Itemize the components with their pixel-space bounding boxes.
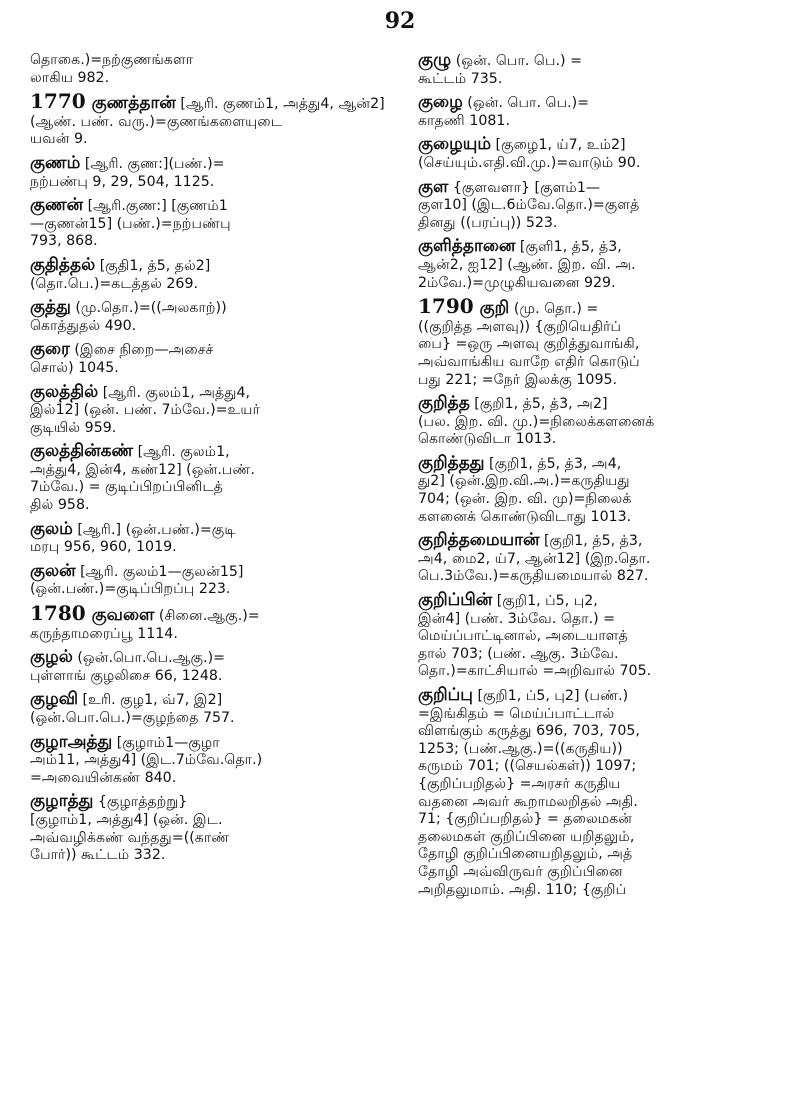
dictionary-entry xyxy=(418,238,786,292)
entry-text: இன்4] (பண். 3ம்வே. தொ.) = xyxy=(418,610,616,627)
entry-text: {குறிப்பறிதல்} =அரசர் கருதிய xyxy=(418,775,621,792)
dictionary-entry xyxy=(30,793,398,864)
entry-number: 1780 xyxy=(30,601,86,626)
entry-line xyxy=(30,341,398,360)
entry-line xyxy=(418,294,786,319)
dictionary-entry xyxy=(30,52,398,87)
entry-line xyxy=(30,197,398,216)
entry-text: தொ.)=காட்சியால் =அறிவால் 705. xyxy=(418,663,652,680)
entry-line xyxy=(30,131,398,149)
entry-line xyxy=(418,811,786,829)
dictionary-entry xyxy=(418,294,786,389)
entry-text: இல்12] (ஒன். பண். 7ம்வே.)=உயர் xyxy=(30,402,260,419)
entry-line xyxy=(30,233,398,251)
entry-text: [ஆரி. குண:](பண்.)= xyxy=(84,155,225,172)
entry-text: குடியில் 959. xyxy=(30,419,117,436)
entry-text: [ஆரி. குலம்1, அத்து4, xyxy=(102,384,251,401)
entry-line xyxy=(418,257,786,275)
entry-text: [ஆரி.] (ஒன்.பண்.)=குடி xyxy=(77,521,236,538)
entry-line xyxy=(30,152,398,174)
dictionary-entry xyxy=(30,254,398,293)
entry-text: அம்11, அத்து4] (இட.7ம்வே.தொ.) xyxy=(30,752,263,769)
headword: குறித்தது xyxy=(418,452,485,473)
headword: குறித்தமையான் xyxy=(418,530,540,551)
entry-text: (சினை.ஆகு.)= xyxy=(158,608,260,625)
entry-line xyxy=(418,113,786,131)
headword: குலத்தில் xyxy=(30,381,99,402)
page-number: 92 xyxy=(384,8,416,34)
entry-text: கொண்டுவிடா 1013. xyxy=(418,431,557,448)
headword: குணன் xyxy=(30,195,84,216)
entry-text: அ4, மை2, ய்7, ஆன்12] (இற.தொ. xyxy=(418,550,651,567)
entry-line xyxy=(418,663,786,681)
entry-line xyxy=(418,473,786,491)
dictionary-entry xyxy=(418,136,786,172)
entry-line xyxy=(30,360,398,378)
entry-text: அவ்வழிக்கண் வந்தது=((காண் xyxy=(30,829,230,846)
entry-text: அறிதலுமாம். அதி. 110; {குறிப் xyxy=(418,881,627,898)
entry-text: [குழாம்1—குழா xyxy=(116,734,220,751)
entry-text: [ஆரி.குண:] [குணம்1 xyxy=(87,198,228,215)
entry-line xyxy=(30,601,398,626)
entry-text: து2] (ஒன்.இற.வி.அ.)=கருதியது xyxy=(418,473,630,490)
entry-text: (மு. தொ.) = xyxy=(513,301,599,318)
headword: குதித்தல் xyxy=(30,254,96,275)
entry-number: 1770 xyxy=(30,89,86,114)
entry-line xyxy=(30,216,398,234)
entry-line xyxy=(30,770,398,788)
entry-line xyxy=(30,830,398,848)
entry-text: போர்)) கூட்டம் 332. xyxy=(30,847,166,864)
headword: குணம் xyxy=(30,152,81,173)
entry-line xyxy=(30,668,398,686)
dictionary-entry xyxy=(30,443,398,514)
dictionary-entry xyxy=(30,691,398,727)
headword: குத்து xyxy=(30,297,71,318)
entry-line xyxy=(30,381,398,403)
entry-line xyxy=(30,299,398,318)
entry-text: நற்பண்பு 9, 29, 504, 1125. xyxy=(30,173,215,190)
entry-line xyxy=(30,318,398,336)
entry-line xyxy=(418,551,786,569)
headword: குள xyxy=(418,176,449,197)
entry-line xyxy=(30,560,398,582)
entry-text: (ஒன். பொ. பெ.) = xyxy=(455,53,582,69)
entry-line xyxy=(418,354,786,372)
headword: குறிப்பு xyxy=(418,685,473,705)
entry-text: வதனை அவர் கூறாமலறிதல் அதி. xyxy=(418,793,638,810)
entry-text: கூட்டம் 735. xyxy=(418,70,503,87)
entry-text: 1253; (பண்.ஆகு.)=((கருதிய)) xyxy=(418,740,623,757)
entry-line xyxy=(30,626,398,644)
entry-text: [உரி. குழ1, வ்7, இ2] xyxy=(82,692,223,709)
entry-text: ((குறித்த அளவு)) {குறியெதிர்ப் xyxy=(418,318,622,335)
entry-text: [குறி1, த்5, த்3, அ2] xyxy=(474,396,608,413)
dictionary-entry xyxy=(418,176,786,233)
headword: குலத்தின்கண் xyxy=(30,441,134,462)
entry-text: பது 221; =நேர் இலக்கு 1095. xyxy=(418,371,618,388)
entry-line xyxy=(418,372,786,390)
entry-line xyxy=(30,479,398,497)
entry-line xyxy=(30,462,398,480)
headword: குழையும் xyxy=(418,134,492,155)
entry-text: [குழை1, ய்7, உம்2] xyxy=(495,137,626,154)
headword: குணத்தான் xyxy=(91,93,176,114)
entry-text: (செய்யும்.எதி.வி.மு.)=வாடும் 90. xyxy=(418,154,641,171)
entry-line xyxy=(30,649,398,668)
dictionary-entry xyxy=(418,592,786,681)
entry-text: {குளவளா} [குளம்1— xyxy=(452,179,601,196)
dictionary-entry xyxy=(30,197,398,251)
headword: குலன் xyxy=(30,560,76,581)
entry-number: 1790 xyxy=(418,294,474,319)
entry-text: தலைமகள் குறிப்பினை யறிதலும், xyxy=(418,828,635,845)
entry-text: [குளி1, த்5, த்3, xyxy=(519,239,622,256)
headword: குறிப்பின் xyxy=(418,590,493,611)
entry-text: கருமம் 701; ((செயல்கள்)) 1097; xyxy=(418,758,637,775)
dictionary-entry xyxy=(30,518,398,557)
entry-text: [குறி1, த்5, த்3, அ4, xyxy=(489,455,622,472)
entry-line xyxy=(418,864,786,882)
entry-line xyxy=(418,592,786,611)
entry-line xyxy=(418,628,786,646)
entry-text: யவன் 9. xyxy=(30,131,88,148)
entry-line xyxy=(30,254,398,276)
entry-line xyxy=(30,443,398,462)
entry-line xyxy=(418,741,786,759)
entry-text: கொத்துதல் 490. xyxy=(30,317,137,334)
entry-line xyxy=(418,829,786,847)
entry-line xyxy=(30,70,398,88)
entry-line xyxy=(30,89,398,131)
entry-line xyxy=(418,687,786,706)
entry-line xyxy=(30,539,398,557)
headword: குலம் xyxy=(30,518,73,539)
headword: குளித்தானை xyxy=(418,236,516,257)
entry-text: தோழி அவ்விருவர் குறிப்பினை xyxy=(418,863,623,880)
entry-line xyxy=(418,395,786,414)
dictionary-entry xyxy=(30,381,398,438)
entry-line xyxy=(30,581,398,599)
entry-line xyxy=(418,52,786,71)
entry-text: 7ம்வே.) = குடிப்பிறப்பினிடத் xyxy=(30,479,224,496)
entry-text: [ஆரி. குலம்1, xyxy=(137,444,230,461)
entry-line xyxy=(418,275,786,293)
entry-text: கருந்தாமரைப்பூ 1114. xyxy=(30,625,178,642)
headword: குழவி xyxy=(30,689,79,710)
entry-text: தால் 703; (பண். ஆகு. 3ம்வே. xyxy=(418,645,619,662)
entry-text: [குழாம்1, அத்து4] (ஒன். இட. xyxy=(30,811,223,828)
entry-text: (ஒன்.பொ.பெ.ஆகு.)= xyxy=(77,650,226,667)
entry-line xyxy=(418,723,786,741)
headword: குழாத்து xyxy=(30,791,94,812)
entry-text: (பல. இற. வி. மு.)=நிலைக்களனைக் xyxy=(418,413,655,430)
entry-line xyxy=(30,812,398,830)
entry-text: 704; (ஒன். இற. வி. மு)=நிலைக் xyxy=(418,491,632,508)
entry-line xyxy=(418,452,786,474)
entry-line xyxy=(30,497,398,515)
entry-line xyxy=(418,776,786,794)
entry-text: தொகை.)=நற்குணங்களா xyxy=(30,52,194,68)
dictionary-entry xyxy=(30,89,398,149)
entry-line xyxy=(418,414,786,432)
entry-text: (மு.தொ.)=((அலகாற்)) xyxy=(75,300,227,317)
entry-text: பெ.3ம்வே.)=கருதியமையால் 827. xyxy=(418,568,649,585)
entry-text: மெய்ப்பாட்டினால், அடையாளத் xyxy=(418,628,628,645)
entry-text: விளங்கும் கருத்து 696, 703, 705, xyxy=(418,723,640,740)
entry-text: {குழாத்தற்று} xyxy=(97,794,188,811)
entry-text: (இசை நிறை—அசைச் xyxy=(74,342,214,359)
entry-line xyxy=(418,758,786,776)
entry-line xyxy=(418,882,786,900)
dictionary-entry xyxy=(418,687,786,899)
entry-line xyxy=(30,518,398,540)
entry-line xyxy=(418,238,786,257)
entry-line xyxy=(30,752,398,770)
headword: குழல் xyxy=(30,647,73,668)
entry-line xyxy=(418,176,786,198)
entry-line xyxy=(418,491,786,509)
headword: குழு xyxy=(418,50,452,70)
entry-line xyxy=(418,431,786,449)
entry-text: (ஒன்.பொ.பெ.)=குழந்தை 757. xyxy=(30,710,235,726)
entry-line xyxy=(30,793,398,812)
left-column xyxy=(30,52,398,871)
entry-line xyxy=(418,846,786,864)
entry-text: அத்து4, இன்4, கண்12] (ஒன்.பண். xyxy=(30,461,255,478)
entry-line xyxy=(418,215,786,233)
entry-line xyxy=(30,402,398,420)
entry-text: =அவையின்கண் 840. xyxy=(30,769,177,786)
entry-line xyxy=(418,568,786,586)
entry-line xyxy=(418,646,786,664)
entry-text: புள்ளாங் குழலிசை 66, 1248. xyxy=(30,667,223,684)
entry-text: [குறி1, த்5, த்3, xyxy=(544,533,643,550)
entry-text: சொல்) 1045. xyxy=(30,359,119,376)
entry-line xyxy=(418,71,786,89)
entry-text: அவ்வாங்கிய வாறே எதிர் கொடுப் xyxy=(418,353,640,370)
entry-text: [ஆரி. குணம்1, அத்து4, ஆன்2] (ஆண். பண். வரு.)=குணங்களையுடை xyxy=(30,96,385,130)
headword: குறி xyxy=(479,298,510,319)
entry-line xyxy=(418,611,786,629)
dictionary-entry xyxy=(30,649,398,685)
dictionary-entry xyxy=(30,560,398,599)
entry-line xyxy=(418,532,786,551)
entry-text: மரபு 956, 960, 1019. xyxy=(30,539,177,556)
entry-text: =இங்கிதம் = மெய்ப்பாட்டால் xyxy=(418,705,615,722)
entry-text: [குறி1, ப்5, பு2] (பண்.) xyxy=(477,688,629,704)
dictionary-entry xyxy=(418,94,786,130)
entry-line xyxy=(418,155,786,173)
entry-text: ஆன்2, ஐ12] (ஆண். இற. வி. அ. xyxy=(418,256,636,273)
headword: குழாஅத்து xyxy=(30,731,113,752)
entry-line xyxy=(30,276,398,294)
entry-text: 2ம்வே.)=முழுகியவனை 929. xyxy=(418,274,616,291)
entry-text: 71; {குறிப்பறிதல்} = தலைமகன் xyxy=(418,811,633,828)
entry-line xyxy=(30,174,398,192)
entry-text: களனைக் கொண்டுவிடாது 1013. xyxy=(418,508,632,525)
entry-text: தில் 958. xyxy=(30,497,90,514)
entry-line xyxy=(418,794,786,812)
entry-line xyxy=(418,509,786,527)
entry-text: [குறி1, ப்5, பு2, xyxy=(496,593,598,610)
entry-text: (ஒன். பொ. பெ.)= xyxy=(467,95,590,112)
headword: குழை xyxy=(418,92,463,113)
dictionary-entry xyxy=(30,731,398,788)
dictionary-entry xyxy=(30,601,398,643)
entry-line xyxy=(418,136,786,155)
headword: குரை xyxy=(30,339,70,360)
entry-line xyxy=(418,319,786,337)
entry-text: [குதி1, த்5, தல்2] xyxy=(99,257,211,274)
dictionary-entry xyxy=(418,395,786,449)
entry-text: குள10] (இட.6ம்வே.தொ.)=குளத் xyxy=(418,197,640,214)
dictionary-entry xyxy=(30,341,398,377)
dictionary-entry xyxy=(30,299,398,335)
entry-text: காதணி 1081. xyxy=(418,112,510,129)
entry-line xyxy=(418,197,786,215)
entry-line xyxy=(418,336,786,354)
entry-line xyxy=(418,706,786,724)
headword: குவளை xyxy=(91,605,155,626)
entry-text: —குணன்15] (பண்.)=நற்பண்பு xyxy=(30,215,231,232)
entry-line xyxy=(30,731,398,753)
dictionary-entry xyxy=(418,532,786,586)
entry-text: (ஒன்.பண்.)=குடிப்பிறப்பு 223. xyxy=(30,581,231,598)
right-column xyxy=(418,52,786,905)
entry-text: தோழி குறிப்பினையறிதலும், அத் xyxy=(418,846,633,863)
headword: குறித்த xyxy=(418,393,470,414)
entry-line xyxy=(30,52,398,70)
entry-text: [ஆரி. குலம்1—குலன்15] xyxy=(80,563,244,580)
entry-text: (தொ.பெ.)=கடத்தல் 269. xyxy=(30,275,198,292)
entry-text: தினது ((பரப்பு)) 523. xyxy=(418,214,558,231)
entry-text: 793, 868. xyxy=(30,233,98,250)
entry-text: லாகிய 982. xyxy=(30,69,110,86)
entry-text: பை} =ஒரு அளவு குறித்துவாங்கி, xyxy=(418,336,640,353)
dictionary-entry xyxy=(418,52,786,88)
entry-line xyxy=(30,691,398,710)
entry-line xyxy=(30,847,398,865)
entry-line xyxy=(30,710,398,728)
dictionary-entry xyxy=(418,452,786,526)
dictionary-entry xyxy=(30,152,398,191)
entry-line xyxy=(30,420,398,438)
entry-line xyxy=(418,94,786,113)
